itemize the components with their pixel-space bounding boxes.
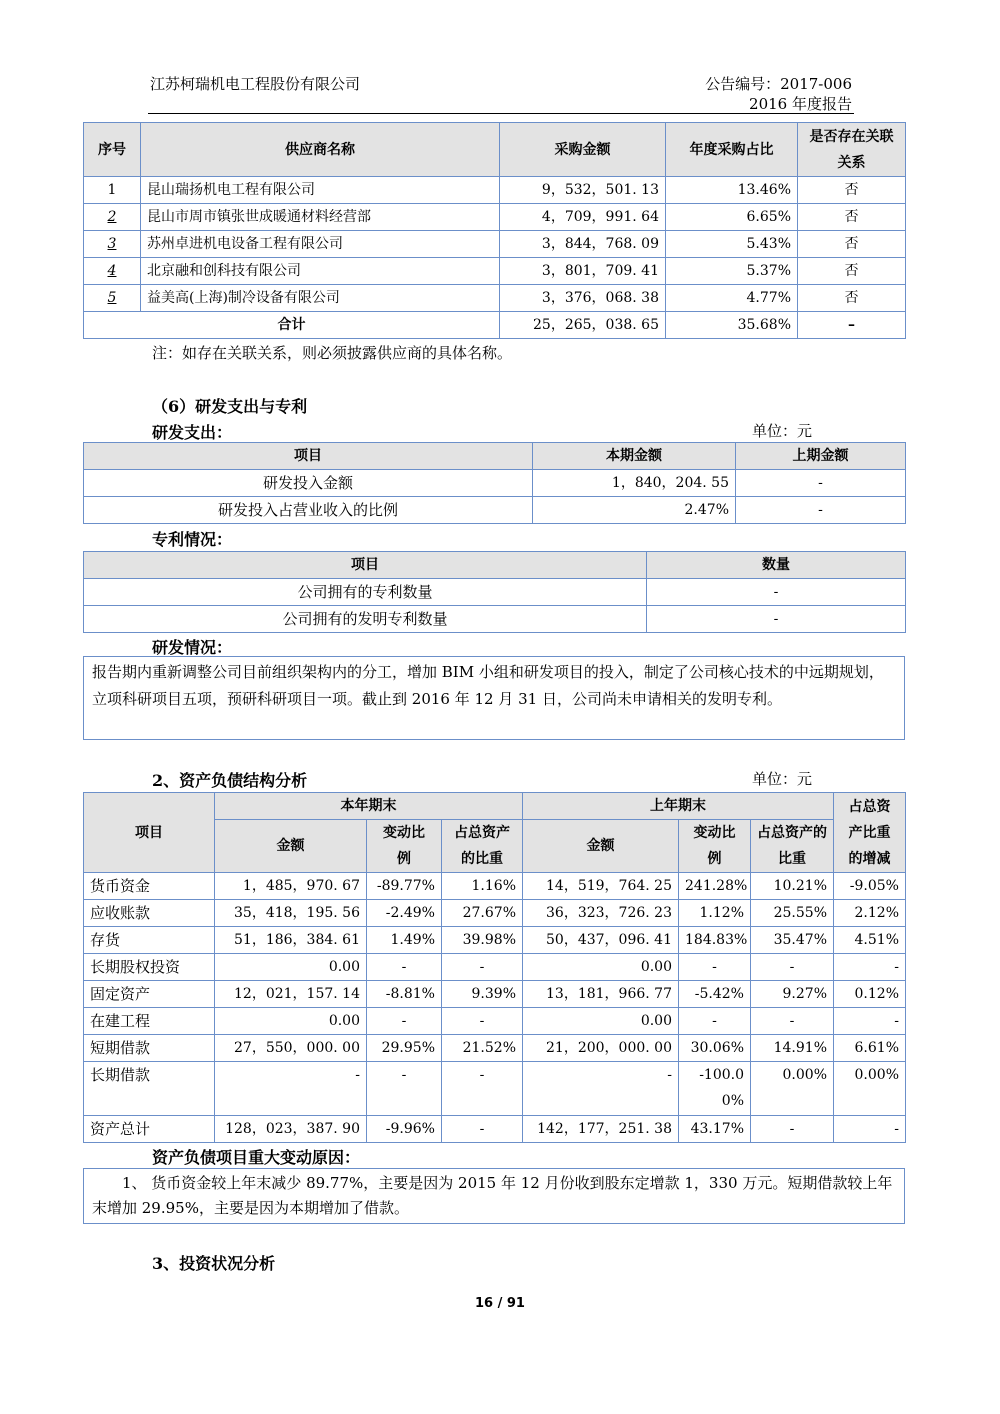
supplier-ratio: 13.46%	[666, 177, 798, 204]
rd-expense-title: 研发支出：	[152, 423, 233, 442]
balance-c-share: -	[442, 1062, 523, 1116]
balance-section-title: 2、资产负债结构分析	[152, 771, 308, 790]
rd-expense-table	[83, 442, 906, 524]
balance-unit: 单位：元	[752, 770, 813, 788]
balance-item: 固定资产	[84, 981, 215, 1008]
table-row	[84, 606, 906, 633]
supplier-note: 注：如存在关联关系，则必须披露供应商的具体名称。	[152, 344, 513, 362]
patent-title: 专利情况：	[152, 530, 233, 549]
table-row	[84, 204, 906, 231]
patent-table	[83, 551, 906, 633]
balance-header-prior: 上年期末	[523, 793, 834, 820]
balance-total-row	[84, 1116, 906, 1143]
table-row	[84, 954, 906, 981]
supplier-no: 2	[84, 204, 141, 231]
patent-header-row	[84, 552, 906, 579]
table-row	[84, 258, 906, 285]
balance-p-var: 241.28%	[679, 873, 751, 900]
balance-p-share: 14.91%	[751, 1035, 834, 1062]
supplier-name: 益美高(上海)制冷设备有限公司	[141, 285, 500, 312]
balance-item: 在建工程	[84, 1008, 215, 1035]
balance-header-c-var: 变动比例	[367, 820, 442, 873]
balance-header-p-var: 变动比例	[679, 820, 751, 873]
balance-header-row-1	[84, 793, 906, 820]
balance-item: 存货	[84, 927, 215, 954]
supplier-no: 4	[84, 258, 141, 285]
table-row	[84, 177, 906, 204]
balance-c-amount: 12，021，157. 14	[215, 981, 367, 1008]
supplier-no: 3	[84, 231, 141, 258]
balance-c-share: 39.98%	[442, 927, 523, 954]
rd-header-current: 本期金额	[533, 443, 736, 470]
supplier-header-related: 是否存在关联关系	[798, 123, 906, 177]
supplier-name: 昆山瑞扬机电工程有限公司	[141, 177, 500, 204]
supplier-amount: 3，376，068. 38	[500, 285, 666, 312]
rd-status-title: 研发情况：	[152, 638, 233, 657]
supplier-related: 否	[798, 231, 906, 258]
balance-p-amount: 14，519，764. 25	[523, 873, 679, 900]
balance-c-amount: -	[215, 1062, 367, 1116]
supplier-no: 1	[84, 177, 141, 204]
balance-p-var: -	[679, 954, 751, 981]
supplier-header-name: 供应商名称	[141, 123, 500, 177]
balance-p-var: -100.00%	[679, 1062, 751, 1116]
balance-delta: -	[834, 1116, 906, 1143]
balance-header-c-amount: 金额	[215, 820, 367, 873]
balance-p-var: 1.12%	[679, 900, 751, 927]
table-row	[84, 1062, 906, 1116]
balance-header-p-share: 占总资产的比重	[751, 820, 834, 873]
balance-c-share: 27.67%	[442, 900, 523, 927]
balance-p-amount: 142，177，251. 38	[523, 1116, 679, 1143]
balance-header-c-share: 占总资产的比重	[442, 820, 523, 873]
supplier-total-related: –	[798, 312, 906, 339]
balance-delta: -9.05%	[834, 873, 906, 900]
table-row	[84, 873, 906, 900]
balance-p-share: -	[751, 1116, 834, 1143]
balance-c-share: 9.39%	[442, 981, 523, 1008]
table-row	[84, 231, 906, 258]
balance-delta: 0.12%	[834, 981, 906, 1008]
balance-header-current: 本年期末	[215, 793, 523, 820]
header-rule	[148, 113, 854, 114]
balance-c-var: -	[367, 954, 442, 981]
balance-delta: 6.61%	[834, 1035, 906, 1062]
rd-unit: 单位：元	[752, 422, 813, 440]
balance-c-var: -2.49%	[367, 900, 442, 927]
company-name: 江苏柯瑞机电工程股份有限公司	[150, 75, 361, 93]
table-row	[84, 285, 906, 312]
balance-c-amount: 128，023，387. 90	[215, 1116, 367, 1143]
rd-header-prior: 上期金额	[736, 443, 906, 470]
balance-p-share: -	[751, 1008, 834, 1035]
balance-p-var: 30.06%	[679, 1035, 751, 1062]
balance-c-var: -	[367, 1062, 442, 1116]
supplier-related: 否	[798, 177, 906, 204]
balance-c-var: -8.81%	[367, 981, 442, 1008]
balance-p-var: 184.83%	[679, 927, 751, 954]
supplier-total-ratio: 35.68%	[666, 312, 798, 339]
balance-c-var: 29.95%	[367, 1035, 442, 1062]
table-row	[84, 470, 906, 497]
supplier-name: 昆山市周市镇张世成暖通材料经营部	[141, 204, 500, 231]
rd-prior: -	[736, 497, 906, 524]
balance-delta: 0.00%	[834, 1062, 906, 1116]
balance-c-amount: 0.00	[215, 954, 367, 981]
balance-item: 货币资金	[84, 873, 215, 900]
supplier-ratio: 6.65%	[666, 204, 798, 231]
rd-section-title: （6）研发支出与专利	[152, 397, 308, 416]
balance-delta: -	[834, 1008, 906, 1035]
balance-c-var: -89.77%	[367, 873, 442, 900]
balance-c-share: -	[442, 1008, 523, 1035]
supplier-name: 苏州卓进机电设备工程有限公司	[141, 231, 500, 258]
balance-table	[83, 792, 906, 1143]
balance-p-share: 10.21%	[751, 873, 834, 900]
balance-header-item: 项目	[84, 793, 215, 873]
supplier-name: 北京融和创科技有限公司	[141, 258, 500, 285]
table-row	[84, 1035, 906, 1062]
rd-header-item: 项目	[84, 443, 533, 470]
supplier-header-ratio: 年度采购占比	[666, 123, 798, 177]
balance-c-amount: 27，550，000. 00	[215, 1035, 367, 1062]
balance-c-share: -	[442, 1116, 523, 1143]
patent-item: 公司拥有的专利数量	[84, 579, 647, 606]
balance-p-amount: 50，437，096. 41	[523, 927, 679, 954]
rd-prior: -	[736, 470, 906, 497]
rd-item: 研发投入金额	[84, 470, 533, 497]
table-row	[84, 1008, 906, 1035]
supplier-ratio: 5.43%	[666, 231, 798, 258]
balance-header-p-amount: 金额	[523, 820, 679, 873]
balance-c-var: -	[367, 1008, 442, 1035]
supplier-amount: 3，844，768. 09	[500, 231, 666, 258]
rd-header-row	[84, 443, 906, 470]
table-row	[84, 497, 906, 524]
balance-p-share: 9.27%	[751, 981, 834, 1008]
table-row	[84, 927, 906, 954]
supplier-ratio: 5.37%	[666, 258, 798, 285]
balance-p-amount: 13，181，966. 77	[523, 981, 679, 1008]
supplier-related: 否	[798, 285, 906, 312]
balance-c-amount: 1，485，970. 67	[215, 873, 367, 900]
supplier-header-row	[84, 123, 906, 177]
balance-reason-title: 资产负债项目重大变动原因：	[152, 1148, 361, 1167]
balance-delta: 4.51%	[834, 927, 906, 954]
balance-delta: -	[834, 954, 906, 981]
rd-current: 2.47%	[533, 497, 736, 524]
balance-p-amount: 21，200，000. 00	[523, 1035, 679, 1062]
notice-number: 公告编号：2017-006	[705, 75, 852, 93]
balance-c-share: 21.52%	[442, 1035, 523, 1062]
balance-p-amount: -	[523, 1062, 679, 1116]
balance-p-amount: 36，323，726. 23	[523, 900, 679, 927]
table-row	[84, 981, 906, 1008]
rd-current: 1，840，204. 55	[533, 470, 736, 497]
page-number: 16 / 91	[475, 1296, 525, 1311]
supplier-header-no: 序号	[84, 123, 141, 177]
patent-item: 公司拥有的发明专利数量	[84, 606, 647, 633]
balance-item: 长期股权投资	[84, 954, 215, 981]
supplier-total-label: 合计	[84, 312, 500, 339]
balance-c-share: -	[442, 954, 523, 981]
supplier-header-amount: 采购金额	[500, 123, 666, 177]
balance-p-share: 35.47%	[751, 927, 834, 954]
balance-c-amount: 35，418，195. 56	[215, 900, 367, 927]
patent-header-item: 项目	[84, 552, 647, 579]
balance-p-amount: 0.00	[523, 954, 679, 981]
table-row	[84, 579, 906, 606]
balance-c-var: -9.96%	[367, 1116, 442, 1143]
balance-p-var: -	[679, 1008, 751, 1035]
balance-c-share: 1.16%	[442, 873, 523, 900]
balance-c-amount: 51，186，384. 61	[215, 927, 367, 954]
supplier-no: 5	[84, 285, 141, 312]
supplier-table	[83, 122, 906, 339]
balance-reason-text: 1、 货币资金较上年末减少 89.77%，主要是因为 2015 年 12 月份收到股东定增款 1，330 万元。短期借款较上年末增加 29.95%，主要是因为本期增加了借款。	[83, 1168, 905, 1224]
balance-item: 长期借款	[84, 1062, 215, 1116]
supplier-amount: 9，532，501. 13	[500, 177, 666, 204]
supplier-related: 否	[798, 258, 906, 285]
balance-c-var: 1.49%	[367, 927, 442, 954]
supplier-related: 否	[798, 204, 906, 231]
investment-section-title: 3、投资状况分析	[152, 1254, 276, 1273]
table-row	[84, 900, 906, 927]
supplier-ratio: 4.77%	[666, 285, 798, 312]
supplier-amount: 4，709，991. 64	[500, 204, 666, 231]
balance-p-share: 0.00%	[751, 1062, 834, 1116]
patent-count: -	[647, 606, 906, 633]
balance-p-amount: 0.00	[523, 1008, 679, 1035]
rd-item: 研发投入占营业收入的比例	[84, 497, 533, 524]
supplier-total-row	[84, 312, 906, 339]
balance-p-share: -	[751, 954, 834, 981]
patent-count: -	[647, 579, 906, 606]
balance-header-change: 占总资产比重的增减	[834, 793, 906, 873]
balance-p-var: -5.42%	[679, 981, 751, 1008]
patent-header-count: 数量	[647, 552, 906, 579]
report-title: 2016 年度报告	[749, 95, 852, 113]
balance-item: 资产总计	[84, 1116, 215, 1143]
balance-c-amount: 0.00	[215, 1008, 367, 1035]
balance-delta: 2.12%	[834, 900, 906, 927]
balance-p-var: 43.17%	[679, 1116, 751, 1143]
balance-p-share: 25.55%	[751, 900, 834, 927]
rd-status-text: 报告期内重新调整公司目前组织架构内的分工，增加 BIM 小组和研发项目的投入，制定了公司核心技术的中远期规划，立项科研项目五项，预研科研项目一项。截止到 2016 年 12 月 31 日，公司尚未申请相关的发明专利。	[83, 656, 905, 740]
balance-item: 应收账款	[84, 900, 215, 927]
supplier-total-amount: 25，265，038. 65	[500, 312, 666, 339]
supplier-amount: 3，801，709. 41	[500, 258, 666, 285]
balance-item: 短期借款	[84, 1035, 215, 1062]
